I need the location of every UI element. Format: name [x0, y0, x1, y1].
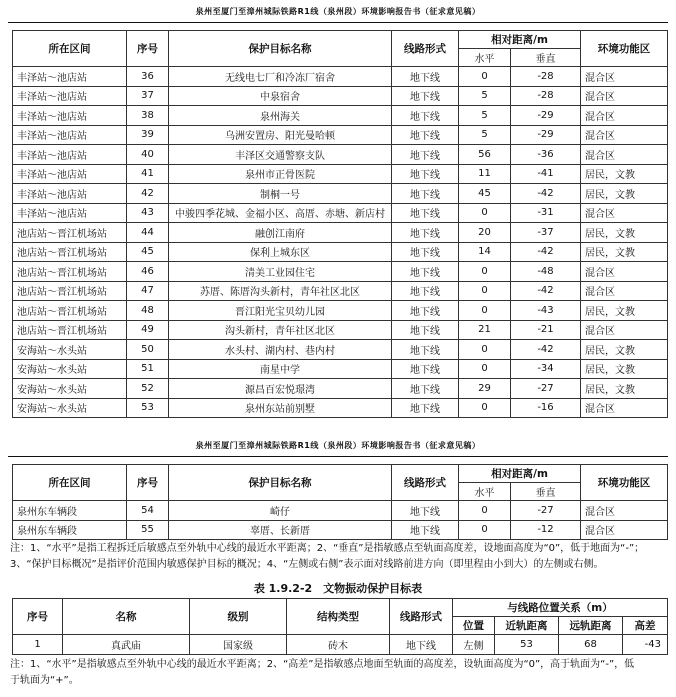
table-cell: 地下线 [392, 164, 459, 184]
protection-target-table [12, 30, 668, 418]
table-note [10, 541, 674, 573]
col-far: 远轨距离 [559, 617, 623, 635]
table-cell: 混合区 [581, 106, 668, 126]
table-cell: 5 [459, 86, 511, 106]
col-position: 位置 [453, 617, 495, 635]
table-cell: -29 [511, 125, 581, 145]
table-cell: 居民，文教 [581, 164, 668, 184]
note-line: 注：1、“水平”是指敏感点至外轨中心线的最近水平距离；2、“高差”是指敏感点地面至轨面的高度差，设轨面高度为“0”，高于轨面为“-”，低 [10, 659, 635, 670]
table-row [13, 359, 668, 379]
table-cell: 泉州东车辆段 [13, 501, 127, 521]
table-cell: 丰泽站～池店站 [13, 106, 127, 126]
table-cell: 56 [459, 145, 511, 165]
table-cell: 丰泽区交通警察支队 [169, 145, 392, 165]
table-cell: 池店站～晋江机场站 [13, 223, 127, 243]
table-cell: 居民，文教 [581, 223, 668, 243]
col-function: 环境功能区 [581, 465, 668, 501]
table-cell: 地下线 [392, 301, 459, 321]
table-cell: 0 [459, 67, 511, 87]
col-target: 保护目标名称 [169, 31, 392, 67]
table-cell: 地下线 [392, 281, 459, 301]
table-cell: 42 [127, 184, 169, 204]
table-cell: 0 [459, 262, 511, 282]
table-cell: 辜厝、长新厝 [169, 520, 392, 540]
table-row [13, 262, 668, 282]
table-cell: 21 [459, 320, 511, 340]
table-cell: -42 [511, 281, 581, 301]
table-cell: -12 [511, 520, 581, 540]
note-line: 注：1、“水平”是指工程拆迁后敏感点至外轨中心线的最近水平距离；2、“垂直”是指敏感点至轨面高度差，设地面高度为“0”，低于地面为“-”； [10, 543, 645, 554]
table-cell: 41 [127, 164, 169, 184]
table-body [13, 501, 668, 540]
table-cell: 居民，文教 [581, 359, 668, 379]
table-cell: -42 [511, 184, 581, 204]
table-cell: 46 [127, 262, 169, 282]
table-cell: 安海站～水头站 [13, 379, 127, 399]
table-row [13, 398, 668, 418]
table-body [13, 635, 668, 655]
table-cell: 地下线 [392, 359, 459, 379]
col-vertical: 垂直 [511, 483, 581, 501]
col-relation: 与线路位置关系（m） [453, 599, 668, 617]
table-cell: 51 [127, 359, 169, 379]
table-cell: 地下线 [392, 398, 459, 418]
table-cell: 混合区 [581, 145, 668, 165]
table-cell: 5 [459, 106, 511, 126]
table-cell: 37 [127, 86, 169, 106]
table-row [13, 520, 668, 540]
table-cell: 36 [127, 67, 169, 87]
table-cell: 0 [459, 340, 511, 360]
table-row [13, 379, 668, 399]
table-cell: 混合区 [581, 398, 668, 418]
table-cell: 0 [459, 520, 511, 540]
table-cell: 乌洲安置房、阳光曼哈顿 [169, 125, 392, 145]
table-cell: 55 [127, 520, 169, 540]
table-cell: -28 [511, 86, 581, 106]
table-cell: 49 [127, 320, 169, 340]
table-row [13, 164, 668, 184]
table-cell: 混合区 [581, 501, 668, 521]
table-cell: -43 [623, 635, 668, 655]
table-cell: 晋江阳光宝贝幼儿园 [169, 301, 392, 321]
table-row [13, 635, 668, 655]
col-no: 序号 [13, 599, 63, 635]
table-cell: 苏厝、陈厝沟头新村，青年社区北区 [169, 281, 392, 301]
table-cell: 混合区 [581, 203, 668, 223]
table-cell: 丰泽站～池店站 [13, 203, 127, 223]
table-row [13, 242, 668, 262]
relic-vibration-table [12, 598, 668, 655]
table-cell: 53 [127, 398, 169, 418]
table-cell: -31 [511, 203, 581, 223]
table-cell: 混合区 [581, 320, 668, 340]
table-row [13, 501, 668, 521]
table-cell: -36 [511, 145, 581, 165]
table-cell: 居民，文教 [581, 340, 668, 360]
table-cell: 混合区 [581, 262, 668, 282]
table-cell: 池店站～晋江机场站 [13, 301, 127, 321]
table-cell: 地下线 [392, 242, 459, 262]
table-cell: -43 [511, 301, 581, 321]
table-row [13, 320, 668, 340]
table-cell: 44 [127, 223, 169, 243]
table-cell: 泉州市正骨医院 [169, 164, 392, 184]
table-cell: 混合区 [581, 86, 668, 106]
col-near: 近轨距离 [495, 617, 559, 635]
table-cell: 地下线 [392, 106, 459, 126]
table-cell: 融创江南府 [169, 223, 392, 243]
table-cell: 地下线 [392, 223, 459, 243]
table-cell: 45 [127, 242, 169, 262]
table-cell: 无线电七厂和冷冻厂宿舍 [169, 67, 392, 87]
table-cell: 清美工业园住宅 [169, 262, 392, 282]
table-cell: 50 [127, 340, 169, 360]
table-cell: 地下线 [392, 184, 459, 204]
col-no: 序号 [127, 31, 169, 67]
table-cell: 5 [459, 125, 511, 145]
table-cell: 53 [495, 635, 559, 655]
table-cell: 保利上城东区 [169, 242, 392, 262]
table-cell: -48 [511, 262, 581, 282]
table-cell: -37 [511, 223, 581, 243]
table-cell: 制桐一号 [169, 184, 392, 204]
table-cell: 安海站～水头站 [13, 398, 127, 418]
col-section: 所在区间 [13, 465, 127, 501]
table-cell: 池店站～晋江机场站 [13, 242, 127, 262]
table-cell: 池店站～晋江机场站 [13, 320, 127, 340]
table-cell: 地下线 [392, 501, 459, 521]
col-section: 所在区间 [13, 31, 127, 67]
table-cell: 泉州东车辆段 [13, 520, 127, 540]
col-level: 级别 [190, 599, 287, 635]
table-cell: 47 [127, 281, 169, 301]
col-structure: 结构类型 [287, 599, 390, 635]
table-cell: 38 [127, 106, 169, 126]
table-cell: -16 [511, 398, 581, 418]
table-cell: -41 [511, 164, 581, 184]
table-cell: 崎仔 [169, 501, 392, 521]
table-note-2 [10, 657, 674, 689]
table-row [13, 340, 668, 360]
table-cell: 丰泽站～池店站 [13, 164, 127, 184]
table-body [13, 67, 668, 418]
col-function: 环境功能区 [581, 31, 668, 67]
table-cell: 地下线 [392, 67, 459, 87]
table-row [13, 281, 668, 301]
table-cell: 14 [459, 242, 511, 262]
table-cell: 居民，文教 [581, 242, 668, 262]
table-cell: 68 [559, 635, 623, 655]
table-cell: 安海站～水头站 [13, 359, 127, 379]
table-cell: 45 [459, 184, 511, 204]
table-cell: 泉州东站前别墅 [169, 398, 392, 418]
page-header-2: 泉州至厦门至漳州城际铁路R1线（泉州段）环境影响报告书（征求意见稿） [195, 441, 481, 450]
page-header: 泉州至厦门至漳州城际铁路R1线（泉州段）环境影响报告书（征求意见稿） [195, 7, 481, 16]
table-cell: 39 [127, 125, 169, 145]
table-cell: -42 [511, 340, 581, 360]
table-cell: 地下线 [392, 203, 459, 223]
col-distance: 相对距离/m [459, 31, 581, 49]
table-row [13, 184, 668, 204]
header-rule [8, 22, 668, 23]
table-cell: -27 [511, 379, 581, 399]
table-cell: 砖木 [287, 635, 390, 655]
header-rule-2 [8, 456, 668, 457]
table-cell: 地下线 [390, 635, 453, 655]
table-cell: 0 [459, 281, 511, 301]
table-cell: 左侧 [453, 635, 495, 655]
col-horizontal: 水平 [459, 483, 511, 501]
table-cell: 0 [459, 203, 511, 223]
table-cell: 水头村、湖内村、巷内村 [169, 340, 392, 360]
table-cell: -42 [511, 242, 581, 262]
table-row [13, 106, 668, 126]
table-cell: 地下线 [392, 340, 459, 360]
table-cell: -29 [511, 106, 581, 126]
note-line: 于轨面为“+”。 [10, 675, 79, 686]
table-cell: 混合区 [581, 281, 668, 301]
table-cell: 29 [459, 379, 511, 399]
table-cell: 混合区 [581, 67, 668, 87]
table-cell: 48 [127, 301, 169, 321]
table-cell: 丰泽站～池店站 [13, 67, 127, 87]
table-cell: 0 [459, 398, 511, 418]
table-cell: 居民，文教 [581, 379, 668, 399]
table-cell: 南星中学 [169, 359, 392, 379]
col-no: 序号 [127, 465, 169, 501]
col-target: 保护目标名称 [169, 465, 392, 501]
table-cell: 池店站～晋江机场站 [13, 281, 127, 301]
table-cell: 20 [459, 223, 511, 243]
table-cell: 丰泽站～池店站 [13, 145, 127, 165]
table-row [13, 125, 668, 145]
table-cell: 丰泽站～池店站 [13, 125, 127, 145]
table-cell: 11 [459, 164, 511, 184]
col-vertical: 垂直 [511, 49, 581, 67]
table-cell: 0 [459, 301, 511, 321]
table-row [13, 223, 668, 243]
table-cell: 混合区 [581, 125, 668, 145]
table-cell: 地下线 [392, 320, 459, 340]
table-row [13, 67, 668, 87]
table-cell: -34 [511, 359, 581, 379]
table-cell: 居民，文教 [581, 184, 668, 204]
table-caption: 表 1.9.2-2 文物振动保护目标表 [253, 582, 423, 595]
table-cell: 混合区 [581, 520, 668, 540]
table-cell: 源昌百宏悦璟湾 [169, 379, 392, 399]
col-horizontal: 水平 [459, 49, 511, 67]
table-cell: 0 [459, 501, 511, 521]
table-cell: 真武庙 [63, 635, 190, 655]
table-cell: 池店站～晋江机场站 [13, 262, 127, 282]
table-cell: 地下线 [392, 145, 459, 165]
table-cell: 国家级 [190, 635, 287, 655]
table-cell: 泉州海关 [169, 106, 392, 126]
table-cell: 中泉宿舍 [169, 86, 392, 106]
table-cell: 中骏四季花城、金福小区、高厝、赤塘、新店村 [169, 203, 392, 223]
table-cell: 52 [127, 379, 169, 399]
table-cell: 地下线 [392, 262, 459, 282]
table-cell: 居民，文教 [581, 301, 668, 321]
table-cell: 沟头新村，青年社区北区 [169, 320, 392, 340]
table-row [13, 301, 668, 321]
table-cell: -27 [511, 501, 581, 521]
col-form: 线路形式 [392, 465, 459, 501]
table-cell: 0 [459, 359, 511, 379]
table-row [13, 203, 668, 223]
table-cell: 43 [127, 203, 169, 223]
table-cell: 地下线 [392, 125, 459, 145]
col-form: 线路形式 [390, 599, 453, 635]
table-row [13, 145, 668, 165]
protection-target-table-continued [12, 464, 668, 540]
table-cell: 40 [127, 145, 169, 165]
table-cell: 1 [13, 635, 63, 655]
table-cell: 地下线 [392, 86, 459, 106]
table-cell: 54 [127, 501, 169, 521]
col-form: 线路形式 [392, 31, 459, 67]
table-cell: -21 [511, 320, 581, 340]
table-row [13, 86, 668, 106]
table-cell: -28 [511, 67, 581, 87]
col-distance: 相对距离/m [459, 465, 581, 483]
col-height: 高差 [623, 617, 668, 635]
table-cell: 地下线 [392, 379, 459, 399]
table-cell: 安海站～水头站 [13, 340, 127, 360]
col-name: 名称 [63, 599, 190, 635]
table-cell: 地下线 [392, 520, 459, 540]
table-cell: 丰泽站～池店站 [13, 86, 127, 106]
table-cell: 丰泽站～池店站 [13, 184, 127, 204]
note-line: 3、“保护目标概况”是指评价范围内敏感保护目标的概况；4、“左侧或右侧”表示面对线路前进方向（即里程由小到大）的左侧或右侧。 [10, 559, 604, 570]
